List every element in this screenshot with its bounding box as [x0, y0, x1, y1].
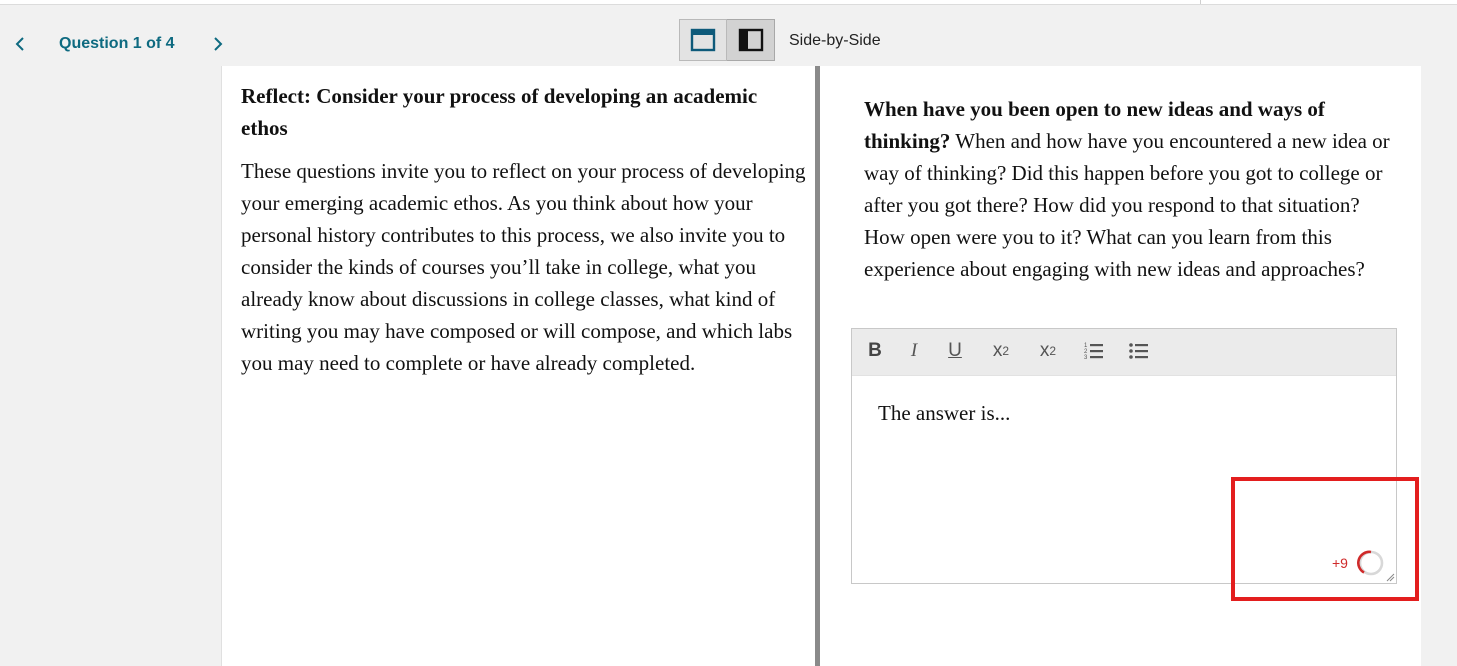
view-toggle — [679, 19, 775, 61]
chevron-right-icon — [212, 36, 224, 52]
chevron-left-icon — [14, 36, 26, 52]
bold-button[interactable]: B — [868, 340, 882, 361]
top-bar — [0, 0, 1457, 5]
next-question-button[interactable] — [207, 32, 229, 56]
numbered-list-icon — [1083, 341, 1105, 361]
passage-panel — [221, 66, 816, 666]
superscript-mark: 2 — [1049, 344, 1057, 358]
bullet-list-button[interactable] — [1124, 337, 1154, 365]
svg-text:1: 1 — [1084, 343, 1088, 349]
split-pane-icon — [738, 28, 764, 52]
svg-text:2: 2 — [1084, 349, 1088, 355]
previous-question-button[interactable] — [9, 32, 31, 56]
svg-text:3: 3 — [1084, 355, 1088, 361]
answer-text[interactable]: The answer is... — [878, 401, 1011, 425]
character-counter: +9 — [1332, 555, 1348, 571]
numbered-list-button[interactable] — [1079, 337, 1109, 365]
subscript-button[interactable] — [986, 337, 1016, 365]
subscript-mark: 2 — [1002, 344, 1010, 358]
view-mode-label: Side-by-Side — [789, 32, 881, 49]
bullet-list-icon — [1128, 341, 1150, 361]
question-prompt-text: When and how have you encountered a new idea or way of thinking? Did this happen before you got to college or after you got there? How did you respond to that situation? How open were you to it? What can you learn from this experience about engaging with new ideas and approaches? — [864, 129, 1390, 281]
split-view-button[interactable] — [727, 19, 775, 61]
highlight-box — [1231, 477, 1419, 601]
divider — [1200, 0, 1201, 4]
superscript-button[interactable] — [1033, 337, 1063, 365]
single-pane-icon — [690, 28, 716, 52]
single-view-button[interactable] — [679, 19, 727, 61]
passage-body: These questions invite you to reflect on your process of developing your emerging academic ethos. As you think about how your personal history contributes to this process, we also invite you to consider the kinds of courses you’ll take in college, what you already know about discussions in college classes, what kind of writing you may have composed or will compose, and which labs you may need to complete or have already completed. — [241, 159, 806, 375]
subscript-base: x — [992, 340, 1003, 361]
superscript-base: x — [1039, 340, 1050, 361]
passage-title: Reflect: Consider your process of developing an academic ethos — [241, 84, 758, 140]
italic-button[interactable]: I — [910, 340, 918, 361]
underline-button[interactable]: U — [948, 340, 962, 361]
editor-toolbar — [852, 329, 1396, 376]
right-margin — [1421, 66, 1457, 650]
question-prompt — [864, 93, 1399, 285]
question-counter: Question 1 of 4 — [59, 35, 175, 52]
question-prompt-heading: When have you been open to new ideas and ways of thinking? — [864, 97, 1325, 153]
